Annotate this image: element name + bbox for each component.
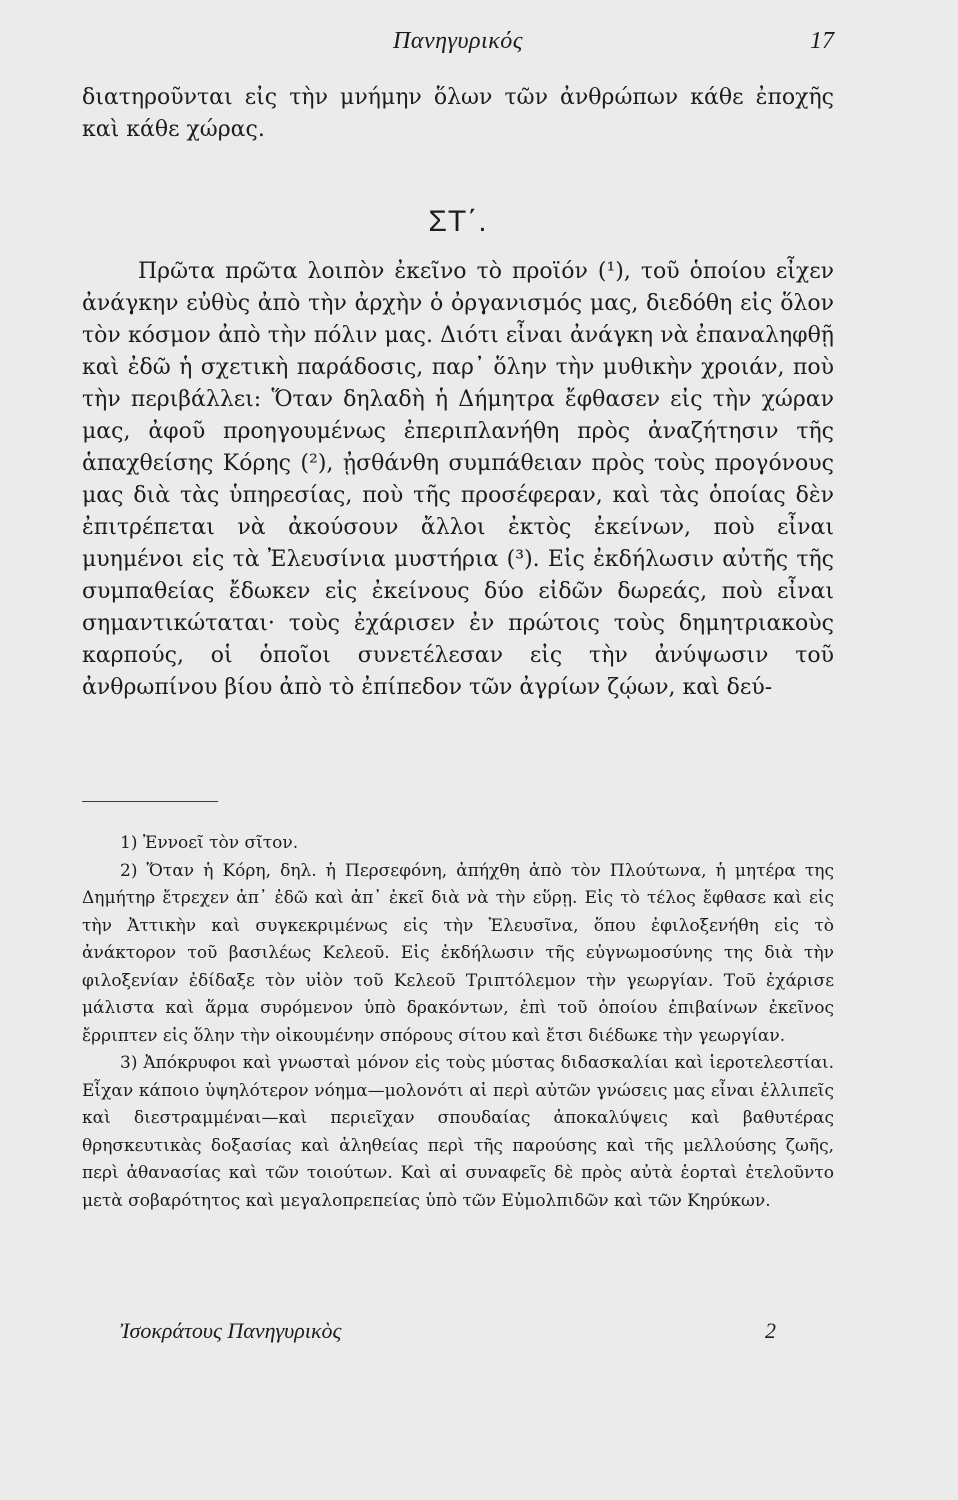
footnote-separator	[82, 801, 218, 802]
body-text	[82, 82, 834, 704]
page-number: 17	[810, 28, 834, 54]
signature-mark: 2	[765, 1318, 776, 1343]
intro-paragraph: διατηροῦνται εἰς τὴν μνήμην ὅλων τῶν ἀνθρώπων κάθε ἐποχῆς καὶ κάθε χώρας.	[82, 85, 834, 142]
section-heading: ΣΤ΄.	[428, 205, 488, 238]
main-paragraph: Πρῶτα πρῶτα λοιπὸν ἐκεῖνο τὸ προϊόν (¹), τοῦ ὁποίου εἶχεν ἀνάγκην εὐθὺς ἀπὸ τὴν ἀρχὴν ὁ ὀργανισμός μας, διεδόθη εἰς ὅλον τὸν κόσμον ἀπὸ τὴν πόλιν μας. Διότι εἶναι ἀνάγκη νὰ ἐπαναληφθῇ καὶ ἐδῶ ἡ σχετικὴ παράδοσις, παρ᾽ ὅλην τὴν μυθικὴν χροιάν, ποὺ τὴν περιβάλλει: Ὅταν δηλαδὴ ἡ Δήμητρα ἔφθασεν εἰς τὴν χώραν μας, ἀφοῦ προηγουμένως ἐπεριπλανήθη πρὸς ἀναζήτησιν τῆς ἁπαχθείσης Κόρης (²), ᾐσθάνθη συμπάθειαν πρὸς τοὺς προγόνους μας διὰ τὰς ὑπηρεσίας, ποὺ τῆς προσέφεραν, καὶ τὰς ὁποίας δὲν ἐπιτρέπεται νὰ ἀκούσουν ἄλλοι ἐκτὸς ἐκείνων, ποὺ εἶναι μυημένοι εἰς τὰ Ἐλευσίνια μυστήρια (³). Εἰς ἐκδήλωσιν αὐτῆς τῆς συμπαθείας ἔδωκεν εἰς ἐκείνους δύο εἰδῶν δωρεάς, ποὺ εἶναι σημαντικώταται· τοὺς ἐχάρισεν ἐν πρώτοις τοὺς δημητριακοὺς καρπούς, οἱ ὁποῖοι συνετέλεσαν εἰς τὴν ἀνύψωσιν τοῦ ἀνθρωπίνου βίου ἀπὸ τὸ ἐπίπεδον τῶν ἀγρίων ζῴων, καὶ δεύ-	[82, 259, 834, 700]
page-header	[82, 28, 834, 64]
footnote-2: 2) Ὅταν ἡ Κόρη, δηλ. ἡ Περσεφόνη, ἀπήχθη ἀπὸ τὸν Πλούτωνα, ἡ μητέρα της Δημήτηρ ἔτρεχεν ἀπ᾽ ἐδῶ καὶ ἀπ᾽ ἐκεῖ διὰ νὰ τὴν εὕρῃ. Εἰς τὸ τέλος ἔφθασε καὶ εἰς τὴν Ἀττικὴν καὶ συγκεκριμένως εἰς τὴν Ἐλευσῖνα, ὅπου ἐφιλοξενήθη εἰς τὸ ἀνάκτορον τοῦ βασιλέως Κελεοῦ. Εἰς ἐκδήλωσιν τῆς εὐγνωμοσύνης της διὰ τὴν φιλοξενίαν ἐδίδαξε τὸν υἱὸν τοῦ Κελεοῦ Τριπτόλεμον τὴν γεωργίαν. Τοῦ ἐχάρισε μάλιστα καὶ ἅρμα συρόμενον ὑπὸ δρακόντων, ἐπὶ τοῦ ὁποίου ἐπιβαίνων ἐκεῖνος ἔρριπτεν εἰς ὅλην τὴν οἰκουμένην σπόρους σίτου καὶ ἔτσι διέδωκε τὴν γεωργίαν.	[82, 860, 834, 1046]
footnotes	[82, 830, 834, 1215]
running-title: Πανηγυρικός	[393, 28, 523, 54]
footnote-3: 3) Ἀπόκρυφοι καὶ γνωσταὶ μόνον εἰς τοὺς μύστας διδασκαλίαι καὶ ἱεροτελεστίαι. Εἶχαν κάποιο ὑψηλότερον νόημα—μολονότι αἱ περὶ αὐτῶν γνώσεις μας εἶναι ἐλλιπεῖς καὶ διεστραμμέναι—καὶ περιεῖχαν σπουδαίας ἀποκαλύψεις καὶ βαθυτέρας θρησκευτικὰς δοξασίας καὶ ἀληθείας περὶ τῆς παρούσης καὶ τῆς μελλούσης ζωῆς, περὶ ἀθανασίας καὶ τῶν τοιούτων. Καὶ αἱ συναφεῖς δὲ πρὸς αὐτὰ ἑορταὶ ἐτελοῦντο μετὰ σοβαρότητος καὶ μεγαλοπρεπείας ὑπὸ τῶν Εὐμολπιδῶν καὶ τῶν Κηρύκων.	[82, 1053, 834, 1211]
footnote-1: 1) Ἐννοεῖ τὸν σῖτον.	[120, 833, 299, 853]
book-title: Ἰσοκράτους Πανηγυρικὸς	[120, 1318, 342, 1343]
